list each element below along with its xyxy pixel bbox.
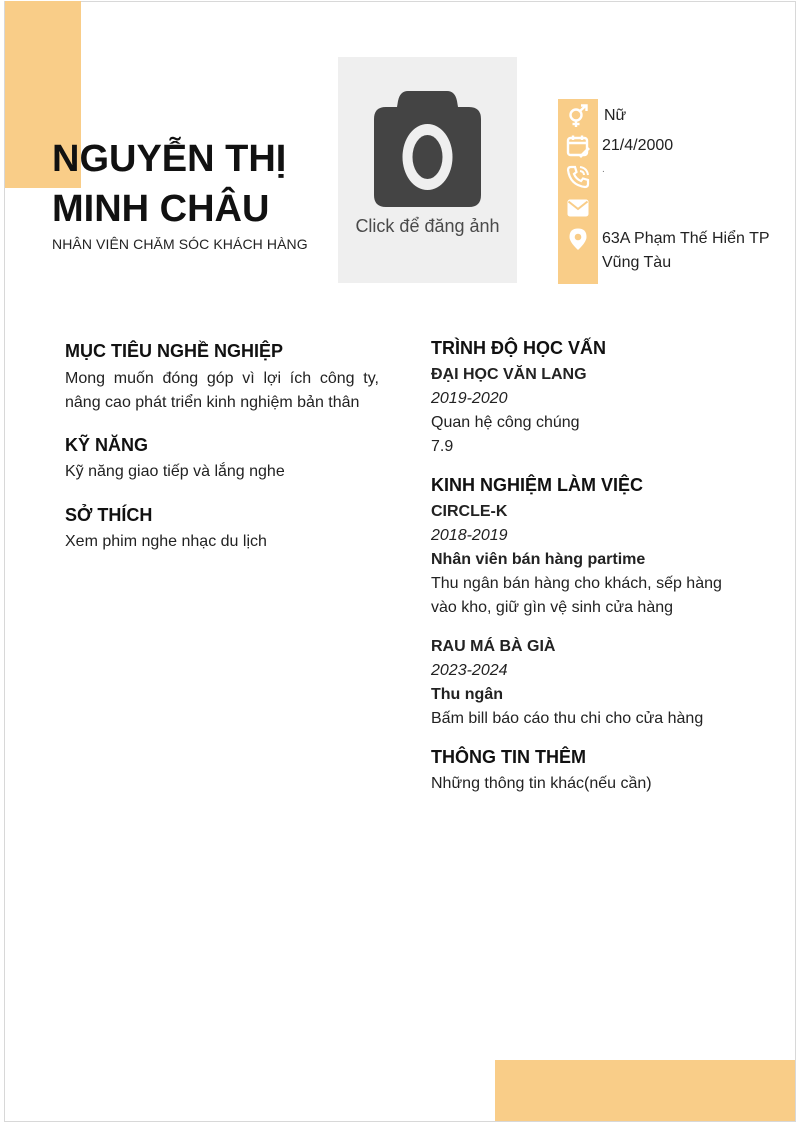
education-school[interactable]: ĐẠI HỌC VĂN LANG <box>431 366 587 383</box>
hobbies-title[interactable]: SỞ THÍCH <box>65 505 153 525</box>
job-period[interactable]: 2023-2024 <box>431 662 508 679</box>
job-period[interactable]: 2018-2019 <box>431 527 508 544</box>
gender-icon <box>566 104 590 128</box>
job-description[interactable]: Thu ngân bán hàng cho khách, sếp hàng vào kho, giữ gìn vệ sinh cửa hàng <box>431 575 722 616</box>
job-description[interactable]: Bấm bill báo cáo thu chi cho cửa hàng <box>431 710 704 727</box>
job-role[interactable]: Nhân viên bán hàng partime <box>431 551 646 568</box>
job-company[interactable]: RAU MÁ BÀ GIÀ <box>431 638 556 655</box>
education-period[interactable]: 2019-2020 <box>431 390 508 407</box>
birthday-value[interactable]: 21/4/2000 <box>602 137 674 154</box>
education-title[interactable]: TRÌNH ĐỘ HỌC VẤN <box>431 338 606 358</box>
calendar-icon <box>566 134 590 158</box>
job-company[interactable]: CIRCLE-K <box>431 503 508 520</box>
photo-upload-label: Click để đăng ảnh <box>355 216 500 236</box>
contact-icon-bar <box>558 99 598 284</box>
skills-title[interactable]: KỸ NĂNG <box>65 435 149 455</box>
experience-title[interactable]: KINH NGHIỆM LÀM VIỆC <box>431 475 644 495</box>
email-icon <box>566 196 590 220</box>
address-value[interactable]: 63A Phạm Thế Hiển TP Vũng Tàu <box>602 230 770 271</box>
phone-icon <box>566 165 590 189</box>
photo-upload[interactable] <box>338 57 517 283</box>
job-role[interactable]: Thu ngân <box>431 686 503 703</box>
full-name[interactable]: NGUYỄN THỊ MINH CHÂU <box>52 138 287 230</box>
education-score[interactable]: 7.9 <box>431 438 454 455</box>
additional-info-text[interactable]: Những thông tin khác(nếu cần) <box>431 775 652 792</box>
education-major[interactable]: Quan hệ công chúng <box>431 414 580 431</box>
objective-title[interactable]: MỤC TIÊU NGHỀ NGHIỆP <box>65 341 284 361</box>
job-position[interactable]: NHÂN VIÊN CHĂM SÓC KHÁCH HÀNG <box>52 236 308 252</box>
camera-icon <box>374 91 481 209</box>
gender-value[interactable]: Nữ <box>604 107 627 124</box>
hobbies-text[interactable]: Xem phim nghe nhạc du lịch <box>65 533 267 550</box>
location-icon <box>566 227 590 251</box>
phone-value[interactable]: . <box>602 164 605 175</box>
decorative-block-bottom <box>495 1060 795 1121</box>
additional-info-title[interactable]: THÔNG TIN THÊM <box>431 747 586 767</box>
objective-text[interactable]: Mong muốn đóng góp vì lợi ích công ty, nâng cao phát triển kinh nghiệm bản thân <box>65 370 379 411</box>
skills-text[interactable]: Kỹ năng giao tiếp và lắng nghe <box>65 463 285 480</box>
